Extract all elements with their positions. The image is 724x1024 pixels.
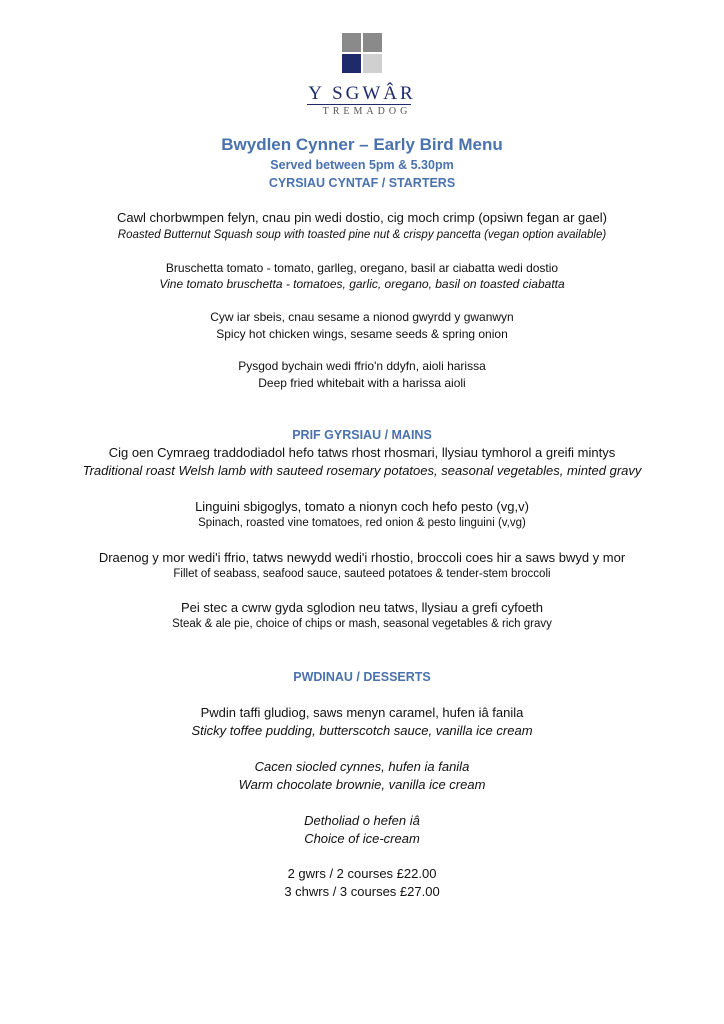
dessert-welsh: Cacen siocled cynnes, hufen ia fanila [254, 759, 470, 774]
starter-welsh: Cawl chorbwmpen felyn, cnau pin wedi dostio, cig moch crimp (opsiwn fegan ar gael) [117, 210, 607, 225]
brand-location: TREMADOG [322, 106, 412, 117]
price-two-courses: 2 gwrs / 2 courses £22.00 [287, 866, 437, 881]
desserts-heading: PWDINAU / DESSERTS [293, 670, 431, 684]
starter-english: Deep fried whitebait with a harissa aioli [258, 376, 466, 390]
dessert-welsh: Pwdin taffi gludiog, saws menyn caramel, hufen iâ fanila [200, 705, 524, 720]
brand-name: Y SGWÂR [308, 83, 416, 104]
starter-english: Roasted Butternut Squash soup with toasted pine nut & crispy pancetta (vegan option available) [117, 229, 607, 241]
main-english: Spinach, roasted vine tomatoes, red onion & pesto linguini (v,vg) [198, 517, 526, 529]
main-english: Traditional roast Welsh lamb with sauteed rosemary potatoes, seasonal vegetables, minted gravy [82, 463, 642, 478]
main-welsh: Draenog y mor wedi'i ffrio, tatws newydd wedi'i rhostio, broccoli coes hir a saws bwyd y mor [98, 550, 626, 565]
main-english: Fillet of seabass, seafood sauce, sauteed potatoes & tender-stem broccoli [173, 568, 551, 580]
served-times: Served between 5pm & 5.30pm [270, 158, 454, 172]
starter-welsh: Cyw iar sbeis, cnau sesame a nionod gwyrdd y gwanwyn [210, 310, 514, 324]
starter-welsh: Bruschetta tomato - tomato, garlleg, oregano, basil ar ciabatta wedi dostio [165, 261, 559, 275]
dessert-english: Sticky toffee pudding, butterscotch sauce, vanilla ice cream [191, 723, 533, 738]
menu-title: Bwydlen Cynner – Early Bird Menu [221, 135, 503, 154]
logo-mark [0, 33, 724, 73]
starter-welsh: Pysgod bychain wedi ffrio'n ddyfn, aioli harissa [238, 359, 486, 373]
starter-english: Vine tomato bruschetta - tomatoes, garlic, oregano, basil on toasted ciabatta [159, 277, 565, 291]
dessert-welsh: Detholiad o hefen iâ [304, 813, 420, 828]
starters-heading: CYRSIAU CYNTAF / STARTERS [268, 176, 456, 190]
main-welsh: Linguini sbigoglys, tomato a nionyn coch hefo pesto (vg,v) [195, 499, 529, 514]
price-three-courses: 3 chwrs / 3 courses £27.00 [284, 884, 440, 899]
mains-heading: PRIF GYRSIAU / MAINS [292, 428, 432, 442]
main-welsh: Pei stec a cwrw gyda sglodion neu tatws, llysiau a grefi cyfoeth [180, 600, 543, 615]
square-logo-icon [342, 33, 382, 73]
dessert-english: Warm chocolate brownie, vanilla ice cream [238, 777, 486, 792]
starter-english: Spicy hot chicken wings, sesame seeds & spring onion [216, 327, 508, 341]
dessert-english: Choice of ice-cream [304, 831, 420, 846]
brand-divider [307, 104, 411, 105]
main-welsh: Cig oen Cymraeg traddodiadol hefo tatws rhost rhosmari, llysiau tymhorol a greifi mintys [108, 445, 616, 460]
main-english: Steak & ale pie, choice of chips or mash, seasonal vegetables & rich gravy [172, 618, 552, 630]
